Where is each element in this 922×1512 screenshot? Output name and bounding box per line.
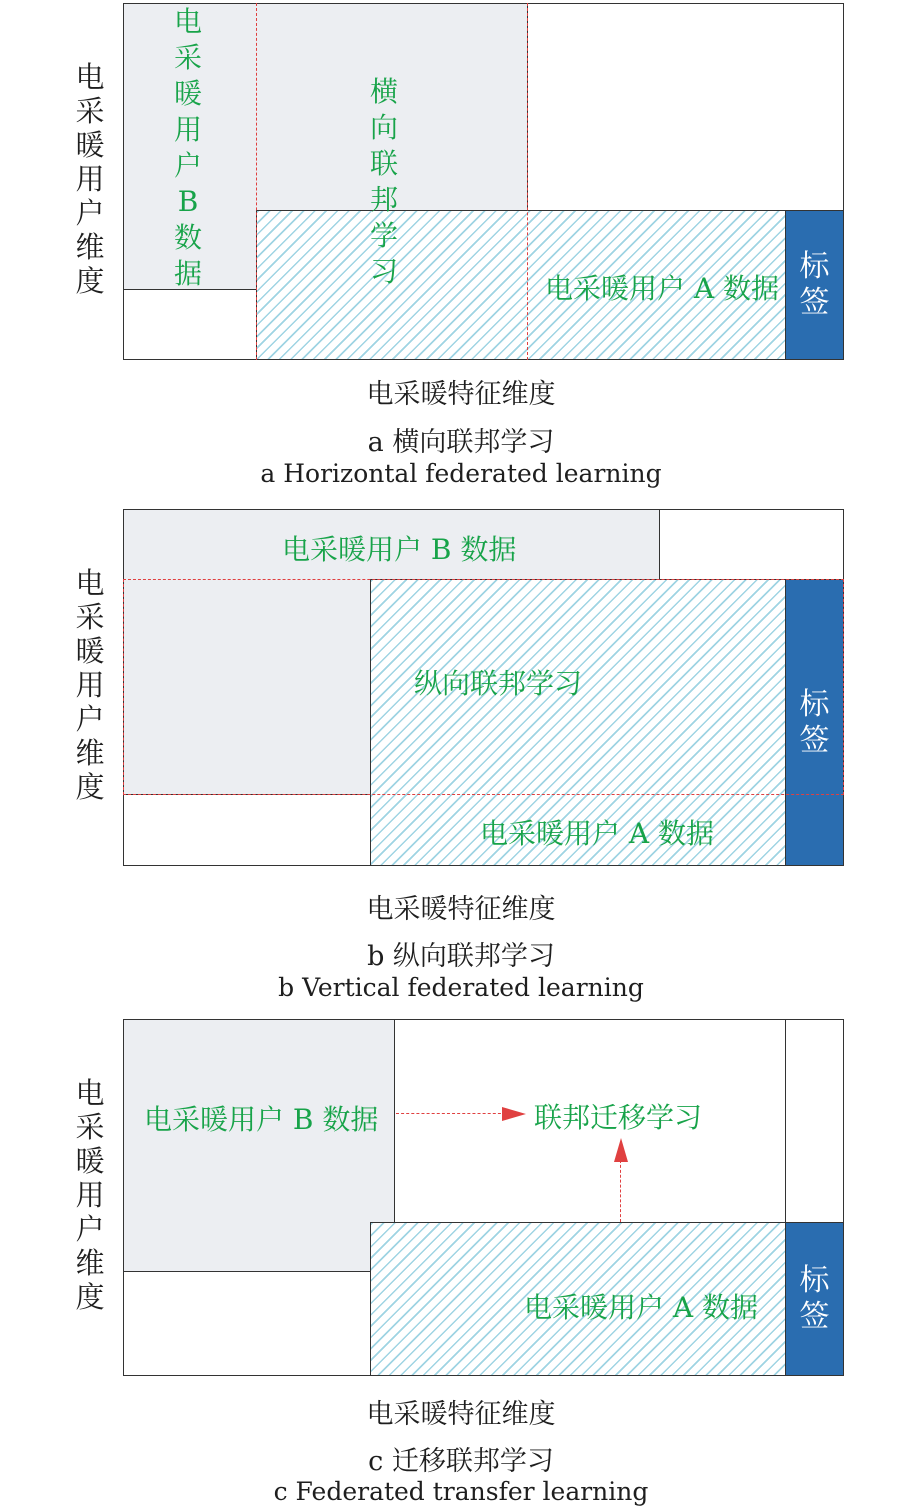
label-char: 签 (799, 285, 830, 320)
panel-c-federated-text: 联邦迁移学习 (534, 1101, 703, 1134)
panel-a-caption-en: a Horizontal federated learning (260, 459, 662, 488)
text-char: 用 (173, 113, 202, 146)
panel-c-horizontal-arrow-line (396, 1113, 506, 1114)
text-char: 数 (173, 221, 202, 254)
label-char: 签 (799, 722, 830, 758)
panel-b-caption-en: b Vertical federated learning (278, 973, 644, 1002)
y-axis-char: 暖 (75, 634, 105, 668)
text-char: 邦 (369, 183, 398, 216)
panel-c-user-a-text: 电采暖用户 A 数据 (524, 1291, 759, 1324)
panel-a-user-b-text (168, 4, 208, 292)
panel-b-caption-zh: b 纵向联邦学习 (367, 941, 555, 972)
text-char: 户 (173, 149, 202, 182)
y-axis-char: 电 (75, 566, 105, 600)
y-axis-char: 用 (75, 162, 105, 196)
y-axis-char: 电 (75, 60, 105, 94)
panel-a-caption-zh: a 横向联邦学习 (367, 427, 555, 458)
panel-b-y-axis-label (72, 566, 108, 804)
y-axis-char: 电 (75, 1076, 105, 1110)
panel-a-federated-text (364, 74, 404, 290)
panel-c-y-axis-label (72, 1076, 108, 1314)
panel-c-vertical-arrow-line (620, 1160, 621, 1222)
text-char: 向 (369, 111, 398, 144)
panel-c-user-b-text: 电采暖用户 B 数据 (144, 1103, 379, 1136)
panel-a-federated-boundary-right (527, 3, 528, 360)
panel-a-label-box (785, 210, 844, 360)
text-char: 学 (369, 219, 398, 252)
y-axis-char: 户 (75, 196, 105, 230)
text-char: 习 (369, 255, 398, 288)
y-axis-char: 暖 (75, 1144, 105, 1178)
y-axis-char: 度 (75, 770, 105, 804)
panel-a-user-a-text: 电采暖用户 A 数据 (545, 272, 780, 305)
panel-c-horizontal-arrow-head-icon (502, 1106, 526, 1122)
y-axis-char: 户 (75, 702, 105, 736)
y-axis-char: 维 (75, 230, 105, 264)
panel-c-vertical-arrow-head-icon (613, 1138, 629, 1162)
panel-c-label-box (785, 1222, 844, 1376)
label-char: 标 (799, 1263, 830, 1298)
label-char: 标 (799, 249, 830, 284)
y-axis-char: 采 (75, 1110, 105, 1144)
panel-c-caption-en: c Federated transfer learning (273, 1477, 649, 1506)
text-char: 横 (369, 75, 398, 108)
text-char: B (177, 185, 199, 218)
y-axis-char: 用 (75, 1178, 105, 1212)
label-char: 签 (799, 1299, 830, 1334)
y-axis-char: 维 (75, 736, 105, 770)
panel-c-x-axis-label: 电采暖特征维度 (366, 1399, 556, 1430)
panel-a-x-axis-label: 电采暖特征维度 (366, 379, 556, 410)
y-axis-char: 维 (75, 1246, 105, 1280)
panel-a-federated-boundary-left (256, 3, 257, 360)
text-char: 联 (369, 147, 398, 180)
y-axis-char: 户 (75, 1212, 105, 1246)
y-axis-char: 暖 (75, 128, 105, 162)
text-char: 采 (173, 41, 202, 74)
text-char: 电 (173, 5, 202, 38)
text-char: 暖 (173, 77, 202, 110)
y-axis-char: 度 (75, 264, 105, 298)
text-char: 据 (173, 257, 202, 290)
y-axis-char: 采 (75, 600, 105, 634)
panel-c-caption-zh: c 迁移联邦学习 (368, 1446, 554, 1477)
panel-b-user-b-text: 电采暖用户 B 数据 (282, 533, 517, 566)
label-char: 标 (799, 686, 830, 722)
panel-b-x-axis-label: 电采暖特征维度 (366, 894, 556, 925)
panel-b-federated-text: 纵向联邦学习 (414, 667, 583, 700)
panel-a-y-axis-label (72, 60, 108, 298)
y-axis-char: 采 (75, 94, 105, 128)
panel-b-user-a-text: 电采暖用户 A 数据 (480, 817, 715, 850)
y-axis-char: 用 (75, 668, 105, 702)
panel-c-user-b-region (123, 1019, 395, 1272)
y-axis-char: 度 (75, 1280, 105, 1314)
